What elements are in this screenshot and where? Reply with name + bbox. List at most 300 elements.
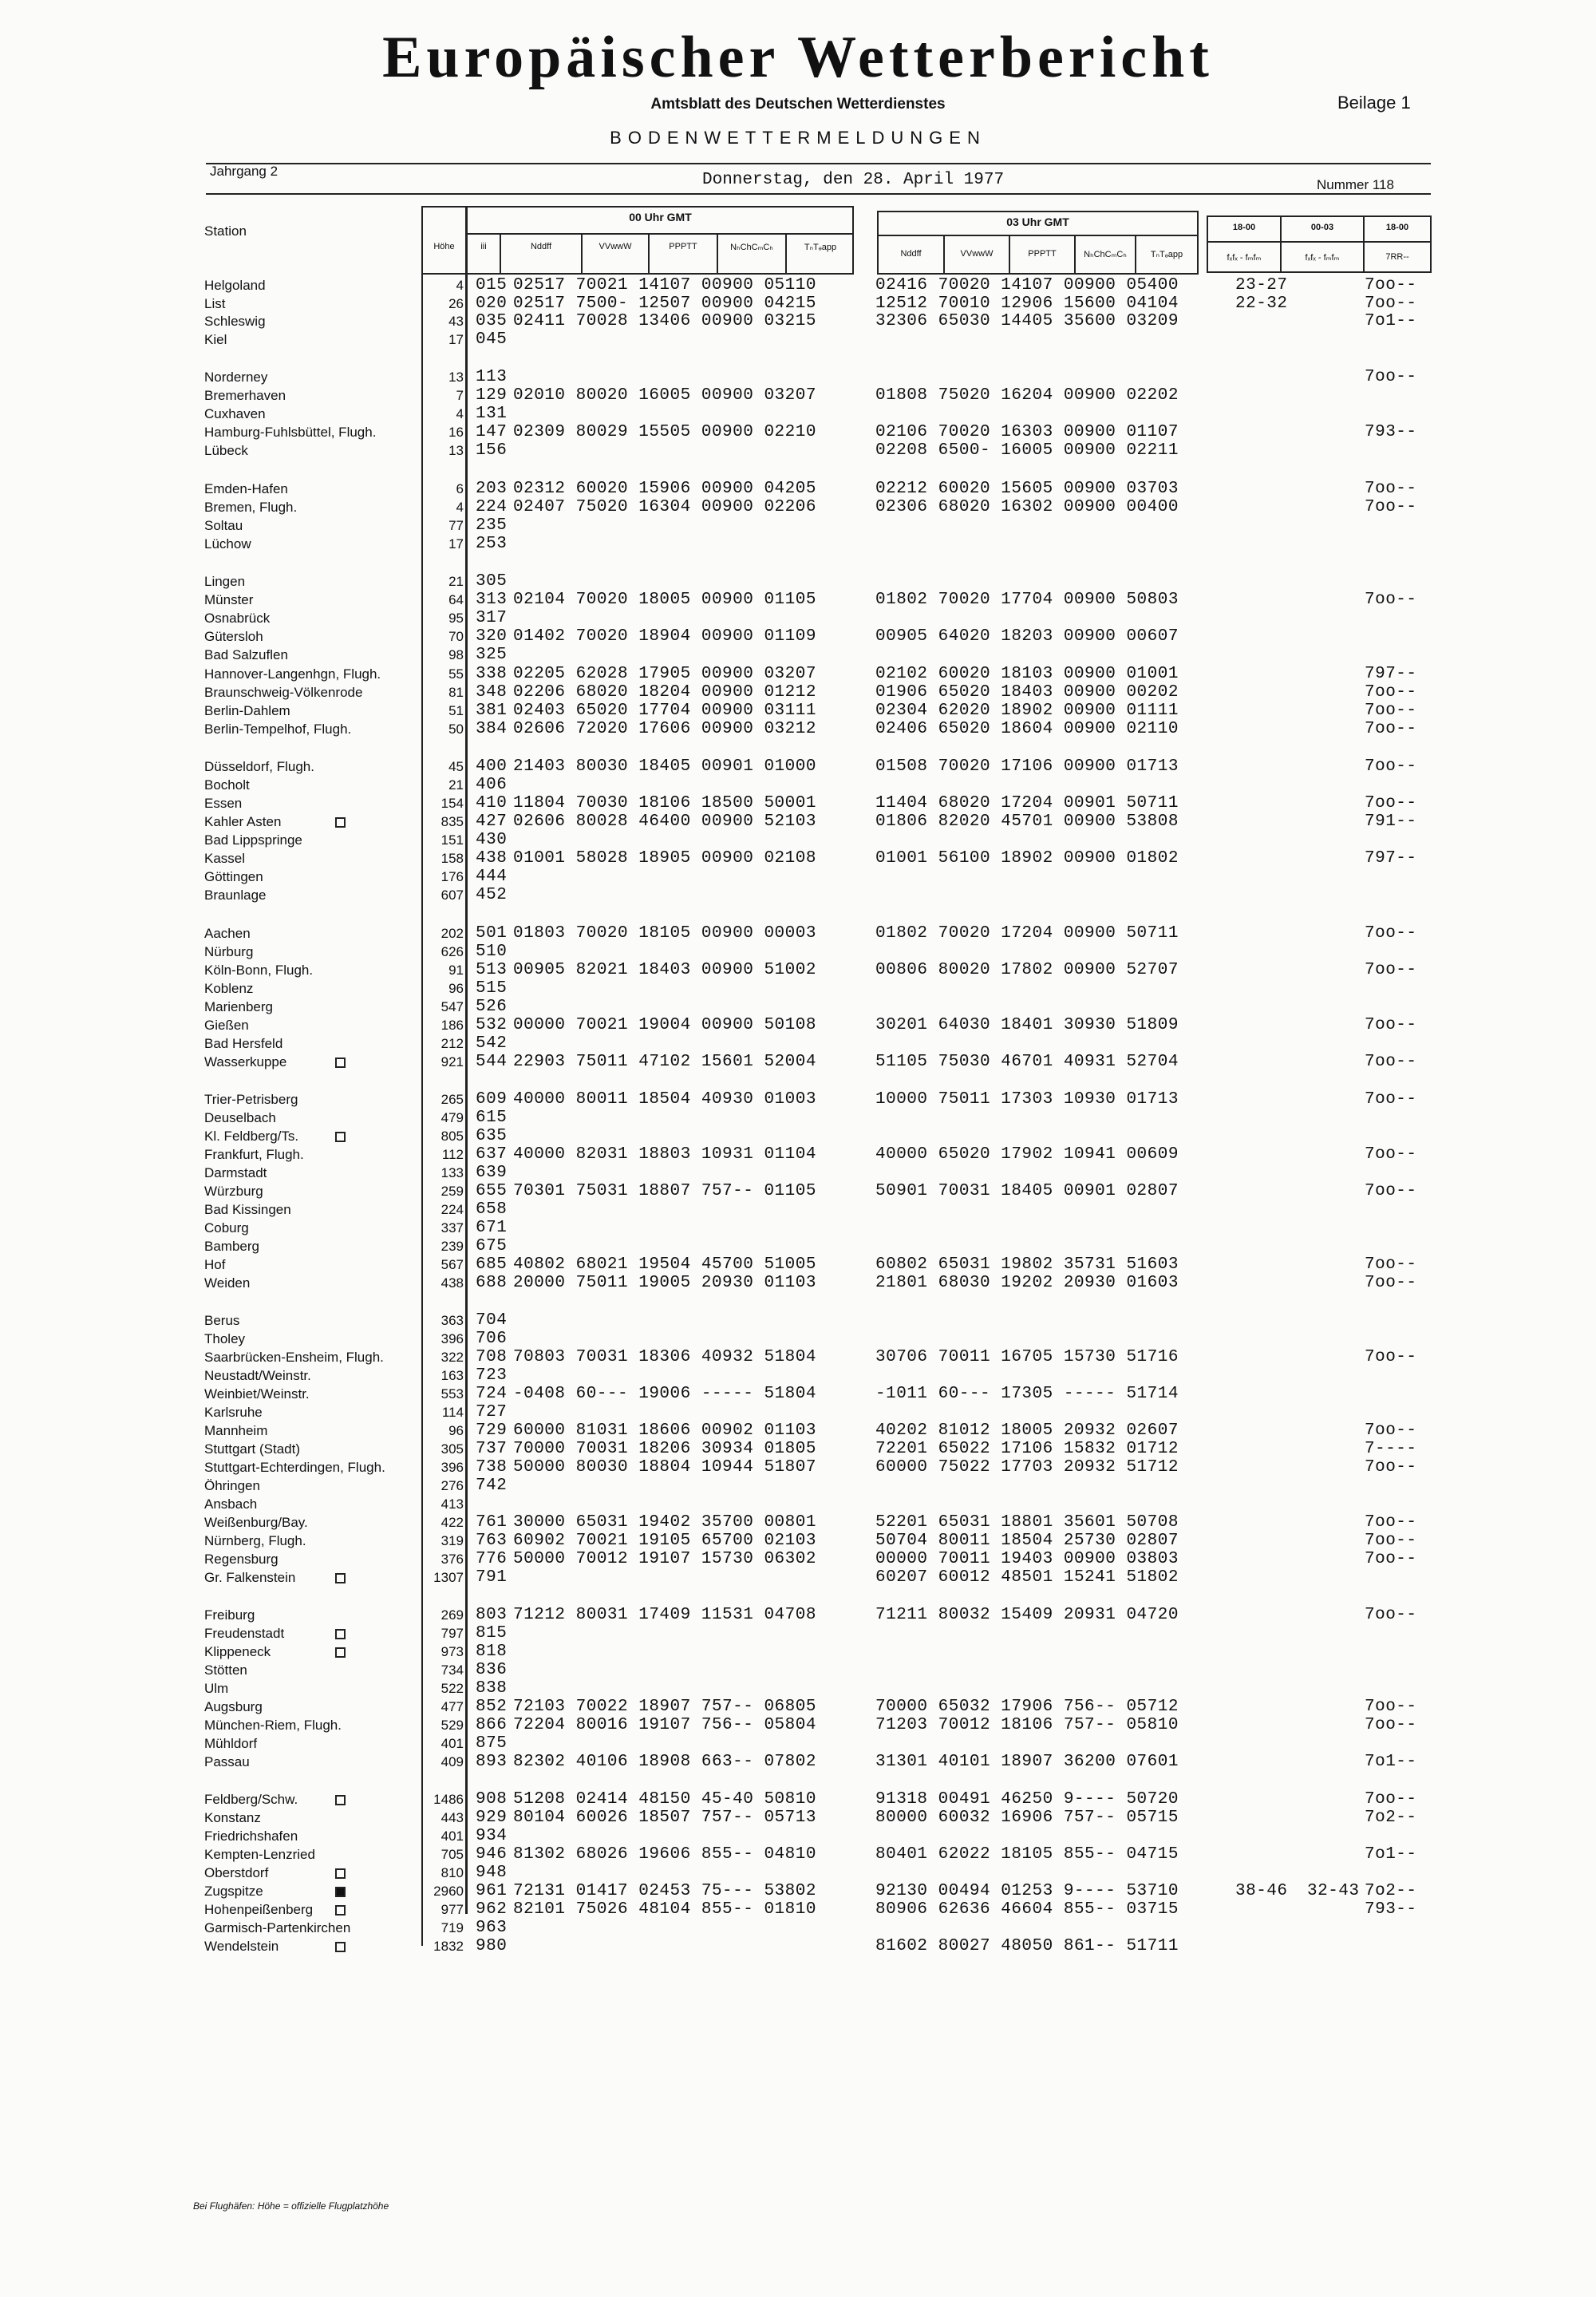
station-height: 50 — [448, 722, 464, 737]
precip-group: 797-- — [1365, 849, 1417, 868]
station-iii: 400 — [476, 757, 508, 776]
obs-03: 92130 00494 01253 9---- 53710 — [875, 1882, 1179, 1900]
precip-group: 7oo-- — [1365, 961, 1417, 979]
station-name: Kiel — [204, 332, 227, 347]
station-iii: 015 — [476, 276, 508, 295]
station-iii: 020 — [476, 295, 508, 313]
station-name: Berus — [204, 1313, 240, 1328]
hdr-line — [500, 233, 501, 275]
obs-03: 00905 64020 18203 00900 00607 — [875, 627, 1179, 646]
obs-03: 31301 40101 18907 36200 07601 — [875, 1753, 1179, 1771]
obs-00: 70000 70031 18206 30934 01805 — [513, 1440, 816, 1458]
obs-03: 01806 82020 45701 00900 53808 — [875, 812, 1179, 831]
station-height: 13 — [448, 443, 464, 458]
hdr-line — [1207, 241, 1432, 243]
station-height: 212 — [440, 1036, 464, 1051]
station-iii: 875 — [476, 1734, 508, 1753]
page-title: Europäischer Wetterbericht — [382, 25, 1214, 90]
station-height: 477 — [440, 1699, 464, 1714]
station-name: Köln-Bonn, Flugh. — [204, 963, 314, 978]
station-name: Öhringen — [204, 1478, 260, 1493]
col-r2-sub: fₓfₓ - fₘfₘ — [1305, 253, 1340, 263]
obs-03: 12512 70010 12906 15600 04104 — [875, 295, 1179, 313]
station-name: Berlin-Dahlem — [204, 703, 290, 718]
obs-03: 00000 70011 19403 00900 03803 — [875, 1550, 1179, 1568]
station-name: Bad Salzuflen — [204, 647, 288, 662]
station-height: 4 — [456, 500, 464, 515]
station-iii: 427 — [476, 812, 508, 831]
obs-03: 02416 70020 14107 00900 05400 — [875, 276, 1179, 295]
station-height: 70 — [448, 629, 464, 644]
hdr-line — [877, 235, 1199, 236]
station-name: Bad Kissingen — [204, 1202, 291, 1217]
mountain-station-marker — [335, 1573, 346, 1583]
col-r2-top: 00-03 — [1310, 223, 1334, 232]
station-iii: 384 — [476, 720, 508, 738]
gust-18-00: 22-32 — [1235, 295, 1288, 313]
obs-00: 00000 70021 19004 00900 50108 — [513, 1016, 816, 1034]
station-height: 95 — [448, 611, 464, 626]
station-name: Ulm — [204, 1681, 229, 1696]
mountain-station-marker — [335, 817, 346, 828]
nummer-label: Nummer 118 — [1317, 177, 1394, 192]
station-name: Koblenz — [204, 981, 254, 996]
gust-00-03: 32-43 — [1307, 1882, 1360, 1900]
precip-group: 7oo-- — [1365, 757, 1417, 776]
station-height: 805 — [440, 1129, 464, 1144]
station-iii: 325 — [476, 646, 508, 664]
col00-nh: NₕChCₘCₕ — [730, 243, 773, 252]
header-rule-top — [206, 163, 1431, 164]
station-height: 55 — [448, 666, 464, 682]
obs-00: 02517 70021 14107 00900 05110 — [513, 276, 816, 295]
station-iii: 317 — [476, 609, 508, 627]
obs-03: 02212 60020 15605 00900 03703 — [875, 480, 1179, 498]
obs-00: 72131 01417 02453 75--- 53802 — [513, 1882, 816, 1900]
precip-group: 7oo-- — [1365, 794, 1417, 812]
station-iii: 962 — [476, 1900, 508, 1919]
station-height: 133 — [440, 1165, 464, 1180]
station-name: Feldberg/Schw. — [204, 1792, 298, 1807]
station-name: Tholey — [204, 1331, 246, 1346]
precip-group: 7oo-- — [1365, 1145, 1417, 1164]
obs-03: 01906 65020 18403 00900 00202 — [875, 683, 1179, 702]
station-iii: 526 — [476, 998, 508, 1016]
station-name: Helgoland — [204, 278, 266, 293]
station-name: Oberstdorf — [204, 1865, 269, 1880]
precip-group: 7oo-- — [1365, 1348, 1417, 1366]
station-iii: 147 — [476, 423, 508, 441]
station-height: 810 — [440, 1865, 464, 1880]
precip-group: 7oo-- — [1365, 591, 1417, 609]
gust-18-00: 23-27 — [1235, 276, 1288, 295]
station-iii: 635 — [476, 1127, 508, 1145]
col-r1-sub: fₓfₓ - fₘfₘ — [1227, 253, 1262, 263]
precip-group: 7---- — [1365, 1440, 1417, 1458]
precip-group: 7oo-- — [1365, 1182, 1417, 1200]
station-name: Braunschweig-Völkenrode — [204, 685, 363, 700]
obs-00: 82302 40106 18908 663-- 07802 — [513, 1753, 816, 1771]
station-iii: 532 — [476, 1016, 508, 1034]
obs-03: 60207 60012 48501 15241 51802 — [875, 1568, 1179, 1587]
section-title: BODENWETTERMELDUNGEN — [610, 128, 986, 148]
station-name: Gütersloh — [204, 629, 263, 644]
hdr-line — [877, 273, 1199, 275]
station-height: 4 — [456, 406, 464, 421]
station-iii: 776 — [476, 1550, 508, 1568]
hdr-line — [877, 211, 1199, 212]
station-iii: 761 — [476, 1513, 508, 1532]
station-height: 154 — [440, 796, 464, 811]
station-iii: 742 — [476, 1477, 508, 1495]
obs-03: 60802 65031 19802 35731 51603 — [875, 1255, 1179, 1274]
mountain-station-marker — [335, 1132, 346, 1142]
station-iii: 510 — [476, 943, 508, 961]
col03-tn: TₙTₔapp — [1150, 250, 1183, 259]
hdr-line — [421, 273, 854, 275]
station-name: Zugspitze — [204, 1884, 263, 1899]
station-height: 1832 — [433, 1939, 464, 1954]
hdr-line — [1207, 271, 1432, 273]
station-iii: 224 — [476, 498, 508, 516]
precip-group: 793-- — [1365, 423, 1417, 441]
station-height: 17 — [448, 332, 464, 347]
station-height: 239 — [440, 1239, 464, 1254]
obs-00: 01001 58028 18905 00900 02108 — [513, 849, 816, 868]
station-name: Augsburg — [204, 1699, 263, 1714]
station-name: Bad Lippspringe — [204, 832, 302, 848]
station-name: List — [204, 296, 226, 311]
station-iii: 045 — [476, 330, 508, 349]
station-name: Schleswig — [204, 314, 266, 329]
precip-group: 7oo-- — [1365, 720, 1417, 738]
hdr-line — [467, 233, 854, 235]
precip-group: 7oo-- — [1365, 1458, 1417, 1477]
obs-03: 02102 60020 18103 00900 01001 — [875, 665, 1179, 683]
obs-03: 02304 62020 18902 00900 01111 — [875, 702, 1179, 720]
station-iii: 791 — [476, 1568, 508, 1587]
station-height: 98 — [448, 647, 464, 662]
station-iii: 980 — [476, 1937, 508, 1955]
mountain-station-marker — [335, 1058, 346, 1068]
station-height: 734 — [440, 1662, 464, 1678]
station-iii: 313 — [476, 591, 508, 609]
station-height: 409 — [440, 1754, 464, 1769]
col03-nddff: Nddff — [900, 249, 922, 259]
mountain-station-marker — [335, 1905, 346, 1915]
station-height: 797 — [440, 1626, 464, 1641]
hdr-line — [1197, 211, 1199, 275]
station-name: Trier-Petrisberg — [204, 1092, 298, 1107]
obs-00: 40000 80011 18504 40930 01003 — [513, 1090, 816, 1109]
station-iii: 035 — [476, 312, 508, 330]
station-height: 151 — [440, 832, 464, 848]
obs-03: 01802 70020 17704 00900 50803 — [875, 591, 1179, 609]
station-name: Coburg — [204, 1220, 249, 1235]
station-height: 158 — [440, 851, 464, 866]
station-iii: 908 — [476, 1790, 508, 1809]
precip-group: 7oo-- — [1365, 480, 1417, 498]
station-height: 276 — [440, 1478, 464, 1493]
obs-00: 81302 68026 19606 855-- 04810 — [513, 1845, 816, 1864]
hdr-line — [1430, 215, 1432, 273]
station-height: 81 — [448, 685, 464, 700]
station-height: 51 — [448, 703, 464, 718]
station-iii: 609 — [476, 1090, 508, 1109]
station-iii: 129 — [476, 386, 508, 405]
station-height: 26 — [448, 296, 464, 311]
station-iii: 815 — [476, 1624, 508, 1643]
obs-03: 01802 70020 17204 00900 50711 — [875, 924, 1179, 943]
precip-group: 7oo-- — [1365, 1532, 1417, 1550]
station-name: Mühldorf — [204, 1736, 258, 1751]
jahrgang-label: Jahrgang 2 — [210, 164, 279, 179]
station-name: Stuttgart-Echterdingen, Flugh. — [204, 1460, 385, 1475]
station-iii: 675 — [476, 1237, 508, 1255]
station-height: 112 — [441, 1147, 464, 1162]
obs-00: 51208 02414 48150 45-40 50810 — [513, 1790, 816, 1809]
station-height: 17 — [448, 536, 464, 552]
station-height: 202 — [440, 926, 464, 941]
station-height: 522 — [440, 1681, 464, 1696]
obs-00: 02206 68020 18204 00900 01212 — [513, 683, 816, 702]
station-height: 319 — [440, 1533, 464, 1548]
station-height: 265 — [440, 1092, 464, 1107]
beilage-label: Beilage 1 — [1337, 93, 1411, 113]
station-height: 96 — [448, 1423, 464, 1438]
station-name: Weiden — [204, 1275, 251, 1291]
obs-00: 02407 75020 16304 00900 02206 — [513, 498, 816, 516]
station-name: Passau — [204, 1754, 250, 1769]
obs-03: -1011 60--- 17305 ----- 51714 — [875, 1385, 1179, 1403]
precip-group: 7oo-- — [1365, 1716, 1417, 1734]
station-name: Bremen, Flugh. — [204, 500, 298, 515]
station-iii: 729 — [476, 1421, 508, 1440]
obs-03: 02208 6500- 16005 00900 02211 — [875, 441, 1179, 460]
obs-03: 01001 56100 18902 00900 01802 — [875, 849, 1179, 868]
obs-03: 01508 70020 17106 00900 01713 — [875, 757, 1179, 776]
obs-03: 51105 75030 46701 40931 52704 — [875, 1053, 1179, 1071]
mountain-station-marker — [335, 1868, 346, 1879]
station-name: Saarbrücken-Ensheim, Flugh. — [204, 1350, 384, 1365]
station-name: Bremerhaven — [204, 388, 286, 403]
obs-00: -0408 60--- 19006 ----- 51804 — [513, 1385, 816, 1403]
station-iii: 961 — [476, 1882, 508, 1900]
station-name: Neustadt/Weinstr. — [204, 1368, 311, 1383]
station-name: Münster — [204, 592, 254, 607]
station-iii: 203 — [476, 480, 508, 498]
precip-group: 7oo-- — [1365, 295, 1417, 313]
station-height: 363 — [440, 1313, 464, 1328]
station-name: Regensburg — [204, 1552, 279, 1567]
station-iii: 639 — [476, 1164, 508, 1182]
station-iii: 852 — [476, 1698, 508, 1716]
station-height: 973 — [440, 1644, 464, 1659]
precip-group: 7oo-- — [1365, 1421, 1417, 1440]
station-name: Cuxhaven — [204, 406, 266, 421]
col00-ppptt: PPPTT — [669, 242, 697, 251]
station-name: Würzburg — [204, 1184, 263, 1199]
station-iii: 818 — [476, 1643, 508, 1661]
mountain-station-marker — [335, 1795, 346, 1805]
obs-00: 02606 72020 17606 00900 03212 — [513, 720, 816, 738]
station-iii: 738 — [476, 1458, 508, 1477]
header-rule-bottom — [206, 193, 1431, 195]
station-height: 977 — [440, 1902, 464, 1917]
station-name: Bocholt — [204, 777, 250, 793]
station-name: Kl. Feldberg/Ts. — [204, 1129, 299, 1144]
station-name: Braunlage — [204, 888, 267, 903]
station-name: Mannheim — [204, 1423, 268, 1438]
station-name: Bad Hersfeld — [204, 1036, 283, 1051]
precip-group: 7oo-- — [1365, 1274, 1417, 1292]
col-r1-top: 18-00 — [1232, 223, 1256, 232]
station-name: Osnabrück — [204, 611, 271, 626]
station-height: 7 — [456, 388, 464, 403]
station-iii: 501 — [476, 924, 508, 943]
station-iii: 430 — [476, 831, 508, 849]
mountain-station-marker — [335, 1887, 346, 1897]
obs-03: 60000 75022 17703 20932 51712 — [875, 1458, 1179, 1477]
station-name: Norderney — [204, 370, 268, 385]
station-height: 305 — [440, 1441, 464, 1457]
station-height: 422 — [440, 1515, 464, 1530]
footnote: Bei Flughäfen: Höhe = offizielle Flugplatzhöhe — [193, 2200, 389, 2212]
station-name: Darmstadt — [204, 1165, 267, 1180]
precip-group: 7oo-- — [1365, 1550, 1417, 1568]
station-height: 322 — [440, 1350, 464, 1365]
station-name: Friedrichshafen — [204, 1829, 298, 1844]
station-height: 705 — [440, 1847, 464, 1862]
obs-03: 40000 65020 17902 10941 00609 — [875, 1145, 1179, 1164]
station-iii: 637 — [476, 1145, 508, 1164]
station-name: Kempten-Lenzried — [204, 1847, 315, 1862]
obs-03: 50704 80011 18504 25730 02807 — [875, 1532, 1179, 1550]
station-iii: 685 — [476, 1255, 508, 1274]
station-name: Marienberg — [204, 999, 273, 1014]
obs-03: 02306 68020 16302 00900 00400 — [875, 498, 1179, 516]
gust-18-00: 38-46 — [1235, 1882, 1288, 1900]
obs-00: 21403 80030 18405 00901 01000 — [513, 757, 816, 776]
station-name: Klippeneck — [204, 1644, 271, 1659]
hdr-line — [581, 233, 583, 275]
obs-00: 50000 70012 19107 15730 06302 — [513, 1550, 816, 1568]
station-name: Weißenburg/Bay. — [204, 1515, 308, 1530]
station-height: 547 — [440, 999, 464, 1014]
obs-00: 72103 70022 18907 757-- 06805 — [513, 1698, 816, 1716]
station-name: Hannover-Langenhgn, Flugh. — [204, 666, 381, 682]
station-iii: 727 — [476, 1403, 508, 1421]
station-iii: 544 — [476, 1053, 508, 1071]
station-name: Göttingen — [204, 869, 263, 884]
col03-vvwww: VVwwW — [960, 249, 994, 259]
station-height: 259 — [440, 1184, 464, 1199]
station-name: Garmisch-Partenkirchen — [204, 1920, 351, 1935]
station-iii: 253 — [476, 535, 508, 553]
station-iii: 866 — [476, 1716, 508, 1734]
obs-00: 02104 70020 18005 00900 01105 — [513, 591, 816, 609]
station-height: 13 — [448, 370, 464, 385]
obs-03: 52201 65031 18801 35601 50708 — [875, 1513, 1179, 1532]
station-iii: 515 — [476, 979, 508, 998]
station-height: 1307 — [433, 1570, 464, 1585]
obs-03: 72201 65022 17106 15832 01712 — [875, 1440, 1179, 1458]
obs-00: 70301 75031 18807 757-- 01105 — [513, 1182, 816, 1200]
hdr-line — [785, 233, 787, 275]
station-name: Weinbiet/Weinstr. — [204, 1386, 310, 1402]
station-height: 4 — [456, 278, 464, 293]
mountain-station-marker — [335, 1942, 346, 1952]
obs-00: 20000 75011 19005 20930 01103 — [513, 1274, 816, 1292]
precip-group: 7oo-- — [1365, 702, 1417, 720]
station-height: 396 — [440, 1460, 464, 1475]
obs-00: 82101 75026 48104 855-- 01810 — [513, 1900, 816, 1919]
station-name: Düsseldorf, Flugh. — [204, 759, 314, 774]
obs-00: 30000 65031 19402 35700 00801 — [513, 1513, 816, 1532]
station-height: 2960 — [433, 1884, 464, 1899]
station-iii: 305 — [476, 572, 508, 591]
station-iii: 838 — [476, 1679, 508, 1698]
group-00: 00 Uhr GMT — [629, 211, 692, 223]
station-height: 396 — [440, 1331, 464, 1346]
station-name: Freiburg — [204, 1607, 255, 1623]
station-height: 438 — [440, 1275, 464, 1291]
station-height: 224 — [440, 1202, 464, 1217]
station-height: 626 — [440, 944, 464, 959]
station-name: München-Riem, Flugh. — [204, 1718, 342, 1733]
station-height: 1486 — [433, 1792, 464, 1807]
precip-group: 7oo-- — [1365, 1513, 1417, 1532]
obs-03: 02406 65020 18604 00900 02110 — [875, 720, 1179, 738]
obs-00: 80104 60026 18507 757-- 05713 — [513, 1809, 816, 1827]
station-name: Deuselbach — [204, 1110, 276, 1125]
obs-03: 00806 80020 17802 00900 52707 — [875, 961, 1179, 979]
station-iii: 658 — [476, 1200, 508, 1219]
station-name: Hohenpeißenberg — [204, 1902, 314, 1917]
precip-group: 7oo-- — [1365, 1255, 1417, 1274]
precip-group: 793-- — [1365, 1900, 1417, 1919]
obs-03: 01808 75020 16204 00900 02202 — [875, 386, 1179, 405]
station-iii: 724 — [476, 1385, 508, 1403]
obs-00: 01803 70020 18105 00900 00003 — [513, 924, 816, 943]
obs-00: 50000 80030 18804 10944 51807 — [513, 1458, 816, 1477]
station-name: Nürnberg, Flugh. — [204, 1533, 306, 1548]
precip-group: 7oo-- — [1365, 683, 1417, 702]
station-iii: 438 — [476, 849, 508, 868]
obs-03: 02106 70020 16303 00900 01107 — [875, 423, 1179, 441]
station-iii: 893 — [476, 1753, 508, 1771]
issue-date: Donnerstag, den 28. April 1977 — [702, 171, 1005, 189]
precip-group: 797-- — [1365, 665, 1417, 683]
obs-03: 30706 70011 16705 15730 51716 — [875, 1348, 1179, 1366]
col-hoehe: Höhe — [433, 242, 455, 251]
station-name: Gießen — [204, 1018, 249, 1033]
station-height: 16 — [448, 425, 464, 440]
station-name: Stuttgart (Stadt) — [204, 1441, 300, 1457]
station-iii: 706 — [476, 1330, 508, 1348]
station-iii: 934 — [476, 1827, 508, 1845]
station-height: 553 — [440, 1386, 464, 1402]
station-iii: 338 — [476, 665, 508, 683]
obs-03: 50901 70031 18405 00901 02807 — [875, 1182, 1179, 1200]
precip-group: 7oo-- — [1365, 1053, 1417, 1071]
station-height: 376 — [440, 1552, 464, 1567]
station-iii: 963 — [476, 1919, 508, 1937]
station-height: 337 — [440, 1220, 464, 1235]
obs-00: 60000 81031 18606 00902 01103 — [513, 1421, 816, 1440]
station-iii: 803 — [476, 1606, 508, 1624]
obs-00: 02205 62028 17905 00900 03207 — [513, 665, 816, 683]
